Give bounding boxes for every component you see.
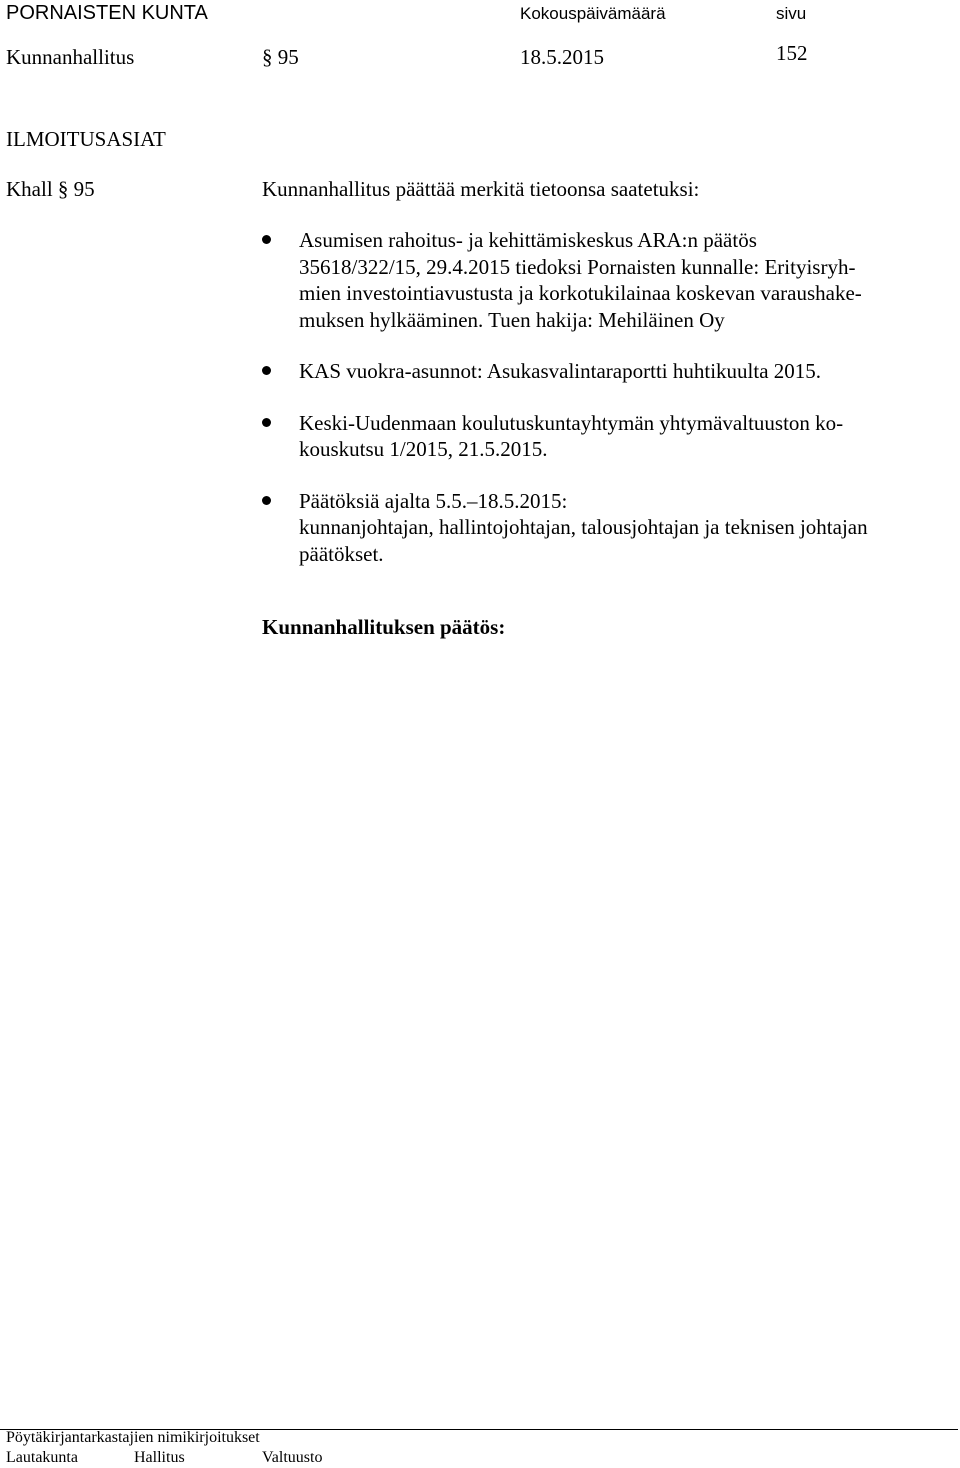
list-item-line: KAS vuokra-asunnot: Asukasvalintaraportti huhtikuulta 2015. (299, 359, 822, 383)
list-item-line: päätökset. (299, 541, 384, 566)
list-item-line: muksen hylkääminen. Tuen hakija: Mehiläinen Oy (299, 307, 725, 332)
list-item (262, 227, 952, 333)
notice-list (262, 227, 952, 592)
list-item-line: kouskutsu 1/2015, 21.5.2015. (299, 437, 548, 461)
bullet-icon (262, 418, 271, 427)
list-item-line: kunnanjohtajan, hallintojohtajan, talousjohtajan ja teknisen johtajan (299, 515, 868, 539)
list-item-line: Keski-Uudenmaan koulutuskuntayhtymän yhtymävaltuuston ko- (299, 410, 844, 435)
list-item (262, 358, 952, 385)
footer-column-executive: Hallitus (134, 1449, 185, 1466)
meeting-date-label: Kokouspäivämäärä (520, 4, 666, 23)
signature-label: Pöytäkirjantarkastajien nimikirjoitukset (6, 1429, 260, 1446)
organization-name: PORNAISTEN KUNTA (6, 2, 208, 24)
footer-column-board: Lautakunta (6, 1449, 78, 1466)
list-item (262, 488, 952, 568)
list-item-line: Päätöksiä ajalta 5.5.–18.5.2015: (299, 488, 568, 513)
bullet-icon (262, 496, 271, 505)
item-reference: Khall § 95 (6, 177, 95, 201)
list-item-line: Asumisen rahoitus- ja kehittämiskeskus ARA:n päätös (299, 228, 757, 252)
list-item (262, 410, 952, 463)
list-item-line: 35618/322/15, 29.4.2015 tiedoksi Pornaisten kunnalle: Erityisryh- (299, 254, 856, 279)
item-title: ILMOITUSASIAT (6, 127, 166, 151)
section-number: § 95 (262, 45, 299, 69)
governing-body: Kunnanhallitus (6, 45, 135, 69)
page-label: sivu (776, 4, 807, 23)
footer-column-council: Valtuusto (262, 1449, 323, 1466)
item-intro: Kunnanhallitus päättää merkitä tietoonsa saatetuksi: (262, 177, 700, 201)
page-number: 152 (776, 41, 808, 65)
bullet-icon (262, 235, 271, 244)
meeting-date: 18.5.2015 (520, 45, 604, 69)
bullet-icon (262, 366, 271, 375)
decision-heading: Kunnanhallituksen päätös: (262, 615, 506, 639)
list-item-line: mien investointiavustusta ja korkotukilainaa koskevan varaushake- (299, 281, 862, 305)
